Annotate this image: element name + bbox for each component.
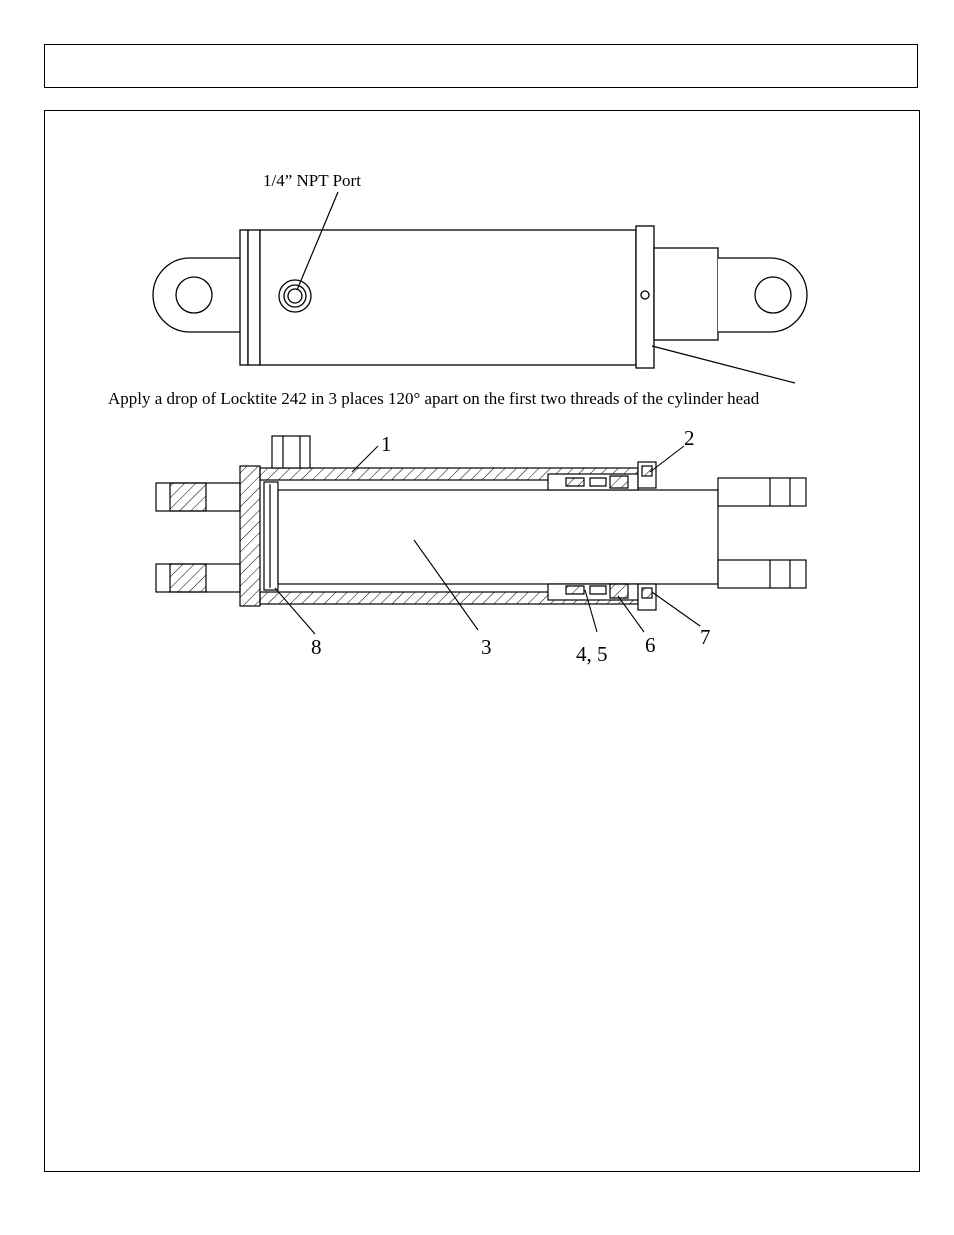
callout-1: 1 [381,432,392,456]
locktite-instruction: Apply a drop of Locktite 242 in 3 places 120° apart on the first two threads of the cylinder head [108,389,760,408]
callout-3: 3 [481,635,492,659]
head-leader-line [652,346,795,383]
port-label: 1/4” NPT Port [263,171,361,190]
callout-2: 2 [684,426,695,450]
callout-7: 7 [700,625,711,649]
cylinder-exterior-view [153,226,807,368]
callout-8: 8 [311,635,322,659]
cylinder-cross-section [156,436,806,610]
callout-6: 6 [645,633,656,657]
page-header-box [44,44,918,88]
callout-4-5: 4, 5 [576,642,608,666]
hydraulic-cylinder-figure [90,138,870,678]
